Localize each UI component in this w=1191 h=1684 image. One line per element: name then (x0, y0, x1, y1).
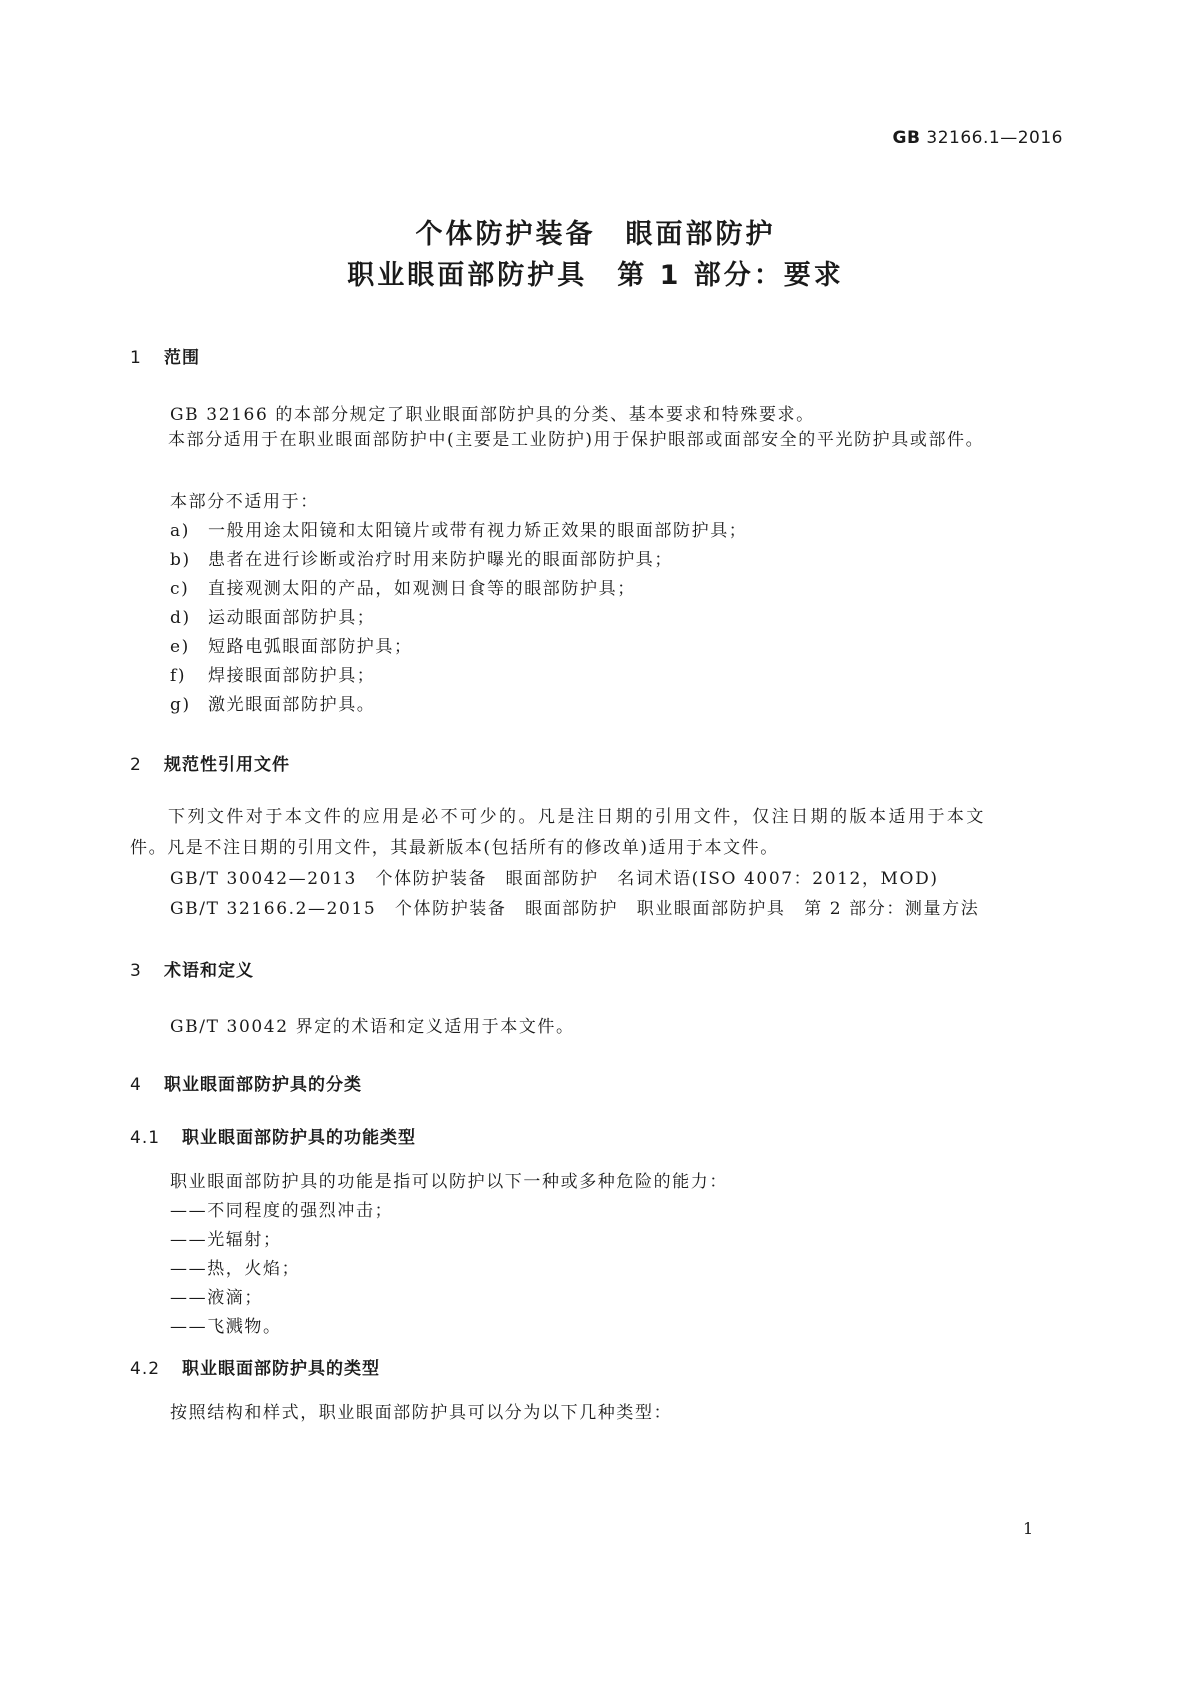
section-4-title: 职业眼面部防护具的分类 (164, 1075, 362, 1095)
section-4-1-title: 职业眼面部防护具的功能类型 (182, 1128, 416, 1148)
exclusion-label: f) (170, 666, 187, 686)
section-1-para-3: 本部分不适用于： (170, 492, 319, 512)
section-4-2-para-1: 按照结构和样式，职业眼面部防护具可以分为以下几种类型： (170, 1403, 673, 1423)
title-line-1: 个体防护装备 眼面部防护 (415, 219, 776, 250)
hazard-item: ——光辐射； (170, 1230, 282, 1250)
exclusion-label: a) (170, 521, 190, 541)
exclusion-item-b (170, 545, 673, 570)
exclusion-item-g (170, 690, 375, 715)
section-4-2-title: 职业眼面部防护具的类型 (182, 1359, 380, 1379)
exclusion-label: g) (170, 695, 191, 715)
section-4-2-heading (130, 1354, 380, 1379)
section-2-title: 规范性引用文件 (164, 755, 290, 775)
section-4-1-number: 4.1 (130, 1128, 161, 1148)
exclusion-item-e (170, 632, 413, 657)
title-line-2: 职业眼面部防护具 第 1 部分：要求 (347, 260, 844, 291)
section-1-para-2: 本部分适用于在职业眼面部防护中(主要是工业防护)用于保护眼部或面部安全的平光防护具或部件。 (168, 430, 985, 450)
exclusion-item-a (170, 516, 747, 541)
section-3-number: 3 (130, 961, 142, 981)
exclusion-item-f (170, 661, 375, 686)
exclusion-label: e) (170, 637, 190, 657)
normative-reference-2: GB/T 32166.2—2015 个体防护装备 眼面部防护 职业眼面部防护具 第 2 部分：测量方法 (170, 899, 980, 919)
page-number: 1 (1023, 1519, 1034, 1538)
standard-code (893, 128, 1064, 148)
section-4-1-heading (130, 1123, 416, 1148)
exclusion-item-c (170, 574, 636, 599)
section-2-number: 2 (130, 755, 142, 775)
exclusion-text: 激光眼面部防护具。 (208, 695, 376, 715)
exclusion-text: 焊接眼面部防护具； (208, 666, 376, 686)
exclusion-item-d (170, 603, 375, 628)
exclusion-text: 运动眼面部防护具； (208, 608, 376, 628)
section-3-heading (130, 956, 254, 981)
section-2-para-1: 下列文件对于本文件的应用是必不可少的。凡是注日期的引用文件，仅注日期的版本适用于本文件。凡是不注日期的引用文件，其最新版本(包括所有的修改单)适用于本文件。 (130, 807, 985, 858)
exclusion-label: c) (170, 579, 190, 599)
exclusion-text: 直接观测太阳的产品，如观测日食等的眼部防护具； (208, 579, 636, 599)
exclusion-text: 一般用途太阳镜和太阳镜片或带有视力矫正效果的眼面部防护具； (208, 521, 748, 541)
section-4-1-para-1: 职业眼面部防护具的功能是指可以防护以下一种或多种危险的能力： (170, 1172, 728, 1192)
section-4-number: 4 (130, 1075, 142, 1095)
exclusion-text: 患者在进行诊断或治疗时用来防护曝光的眼面部防护具； (208, 550, 673, 570)
section-1-heading (130, 343, 200, 368)
exclusion-label: d) (170, 608, 191, 628)
hazard-item: ——热，火焰； (170, 1259, 301, 1279)
section-4-heading (130, 1070, 362, 1095)
exclusion-text: 短路电弧眼面部防护具； (208, 637, 413, 657)
section-1-para-1: GB 32166 的本部分规定了职业眼面部防护具的分类、基本要求和特殊要求。 (170, 405, 815, 425)
section-2-heading (130, 750, 290, 775)
hazard-item: ——飞溅物。 (170, 1317, 282, 1337)
standard-code-number: 32166.1—2016 (926, 128, 1063, 148)
section-1-title: 范围 (164, 348, 200, 368)
section-3-para-1: GB/T 30042 界定的术语和定义适用于本文件。 (170, 1017, 575, 1037)
section-4-2-number: 4.2 (130, 1359, 161, 1379)
section-3-title: 术语和定义 (164, 961, 254, 981)
exclusion-label: b) (170, 550, 191, 570)
hazard-item: ——液滴； (170, 1288, 263, 1308)
standard-code-prefix: GB (892, 128, 921, 148)
hazard-item: ——不同程度的强烈冲击； (170, 1201, 394, 1221)
normative-reference-1: GB/T 30042—2013 个体防护装备 眼面部防护 名词术语(ISO 4007：2012，MOD) (170, 869, 939, 889)
section-1-number: 1 (130, 348, 142, 368)
